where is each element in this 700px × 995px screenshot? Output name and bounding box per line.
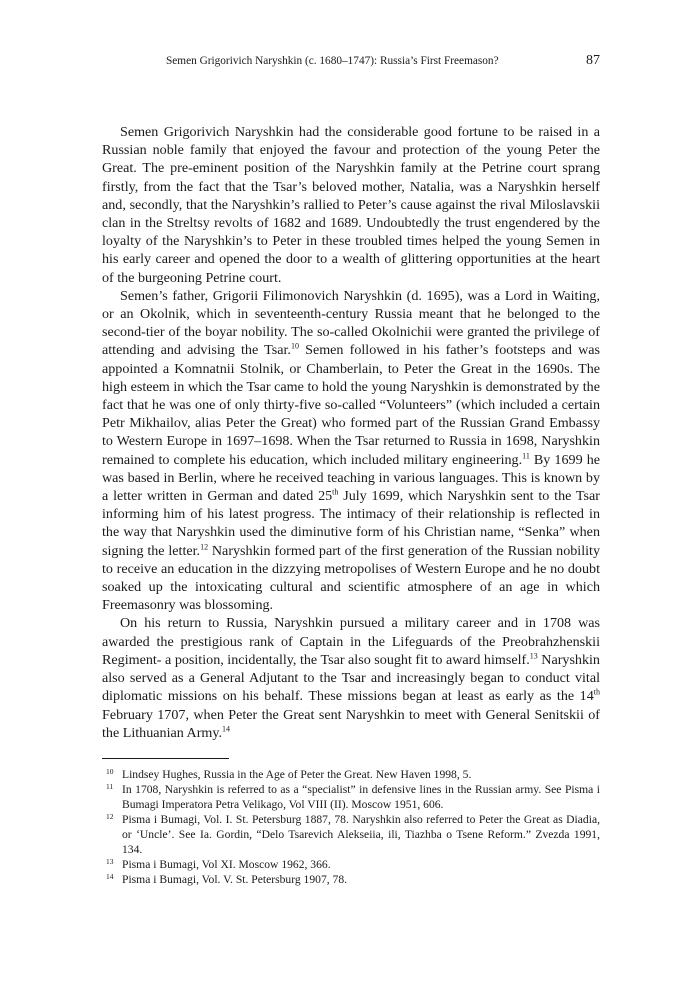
paragraph-text: Naryshkin formed part of the first generation of the Russian nobility to receive an education in the dizzying metropolises of Western Europe and he no doubt soaked up the intoxicating cultural and scientific atmosphere of an age in which Freemasonry was blossoming.: [102, 542, 600, 614]
running-head: [0, 52, 700, 70]
paragraph: [102, 287, 600, 615]
paragraph-text: February 1707, when Peter the Great sent Naryshkin to meet with General Senitskii of the Lithuanian Army.: [102, 706, 600, 741]
footnote-reference: 13: [529, 651, 538, 661]
ordinal-suffix: th: [593, 687, 600, 697]
footnote: [102, 812, 600, 857]
paragraph-text: Semen followed in his father’s footsteps and was appointed a Komnatnii Stolnik, or Chamberlain, to Peter the Great in the 1690s. The high esteem in which the Tsar came to hold the young Naryshkin is demonstrated by the fact that he was one of only thirty-five so-called “Volunteers” (which included a certain Petr Mikhailov, alias Peter the Great) who formed part of the Russian Grand Embassy to Western Europe in 1697–1698. When the Tsar returned to Russia in 1698, Naryshkin remained to complete his education, which included military engineering.: [102, 342, 601, 468]
footnote: [102, 782, 600, 812]
page-number: 87: [586, 53, 600, 68]
footnote-number: 11: [106, 782, 114, 791]
paragraph: [102, 123, 600, 287]
paragraph: [102, 614, 600, 741]
footnote-text: In 1708, Naryshkin is referred to as a “specialist” in defensive lines in the Russian army. See Pisma i Bumagi Imperatora Petra Velikago, Vol VIII (II). Moscow 1951, 606.: [122, 783, 600, 811]
footnote-reference: 10: [290, 341, 299, 351]
footnote-number: 14: [106, 872, 114, 881]
footnote-reference: 11: [522, 450, 530, 460]
footnote-text: Pisma i Bumagi, Vol XI. Moscow 1962, 366.: [122, 858, 331, 871]
footnote-number: 10: [106, 767, 114, 776]
footnote-text: Pisma i Bumagi, Vol. V. St. Petersburg 1907, 78.: [122, 873, 348, 886]
footnote-reference: 14: [222, 724, 231, 734]
footnote-number: 12: [106, 812, 114, 821]
footnote: [102, 767, 600, 782]
paragraph-text: July 1699, which Naryshkin sent to the Tsar informing him of his latest progress. The intimacy of their relationship is reflected in the way that Naryshkin used the diminutive form of his Christian name, “Senka” when signing the letter.: [102, 488, 600, 559]
footnote: [102, 857, 600, 872]
paragraph-text: Naryshkin also served as a General Adjutant to the Tsar and increasingly began to conduct vital diplomatic missions on his behalf. These missions began at least as early as the 14: [102, 651, 600, 705]
footnote-text: Lindsey Hughes, Russia in the Age of Peter the Great. New Haven 1998, 5.: [122, 768, 472, 781]
ordinal-suffix: th: [332, 487, 339, 497]
footnote-text: Pisma i Bumagi, Vol. I. St. Petersburg 1887, 78. Naryshkin also referred to Peter the Great as Diadia, or ‘Uncle’. See Ia. Gordin, “Delo Tsarevich Alekseiia, ili, Tiazhba o Tsene Reform.” Zvezda 1991, 134.: [122, 813, 600, 856]
body-text: [102, 123, 600, 742]
footnotes: [102, 767, 600, 887]
paragraph-text: Semen’s father, Grigorii Filimonovich Naryshkin (d. 1695), was a Lord in Waiting, or an Okolnik, which in seventeenth-century Russia meant that he belonged to the second-tier of the boyar nobility. The so-called Okolnichii were granted the privilege of attending and advising the Tsar.: [102, 287, 600, 359]
footnote-number: 13: [106, 857, 114, 866]
footnote-reference: 12: [200, 541, 209, 551]
footnote: [102, 872, 600, 887]
footnote-separator: [102, 758, 229, 759]
paragraph-text: On his return to Russia, Naryshkin pursued a military career and in 1708 was awarded the prestigious rank of Captain in the Lifeguards of the Preobrahzhenskii Regiment- a position, incidentally, the Tsar also sought fit to award himself.: [102, 615, 600, 668]
paragraph-text: By 1699 he was based in Berlin, where he received teaching in various languages. This is known by a letter written in German and dated 25: [102, 451, 600, 505]
running-title: Semen Grigorivich Naryshkin (c. 1680–1747): Russia’s First Freemason?: [166, 55, 499, 67]
paragraph-text: Semen Grigorivich Naryshkin had the considerable good fortune to be raised in a Russian noble family that enjoyed the favour and protection of the young Peter the Great. The pre-eminent position of the Naryshkin family at the Petrine court sprang firstly, from the fact that the Tsar’s beloved mother, Natalia, was a Naryshkin herself and, secondly, that the Naryshkin’s rallied to Peter’s cause against the rival Miloslavskii clan in the Streltsy revolts of 1682 and 1689. Undoubtedly the trust engendered by the loyalty of the Naryshkin’s to Peter in these troubled times helped the young Semen in his early career and opened the door to a wealth of glittering opportunities at the heart of the burgeoning Petrine court.: [102, 124, 600, 286]
